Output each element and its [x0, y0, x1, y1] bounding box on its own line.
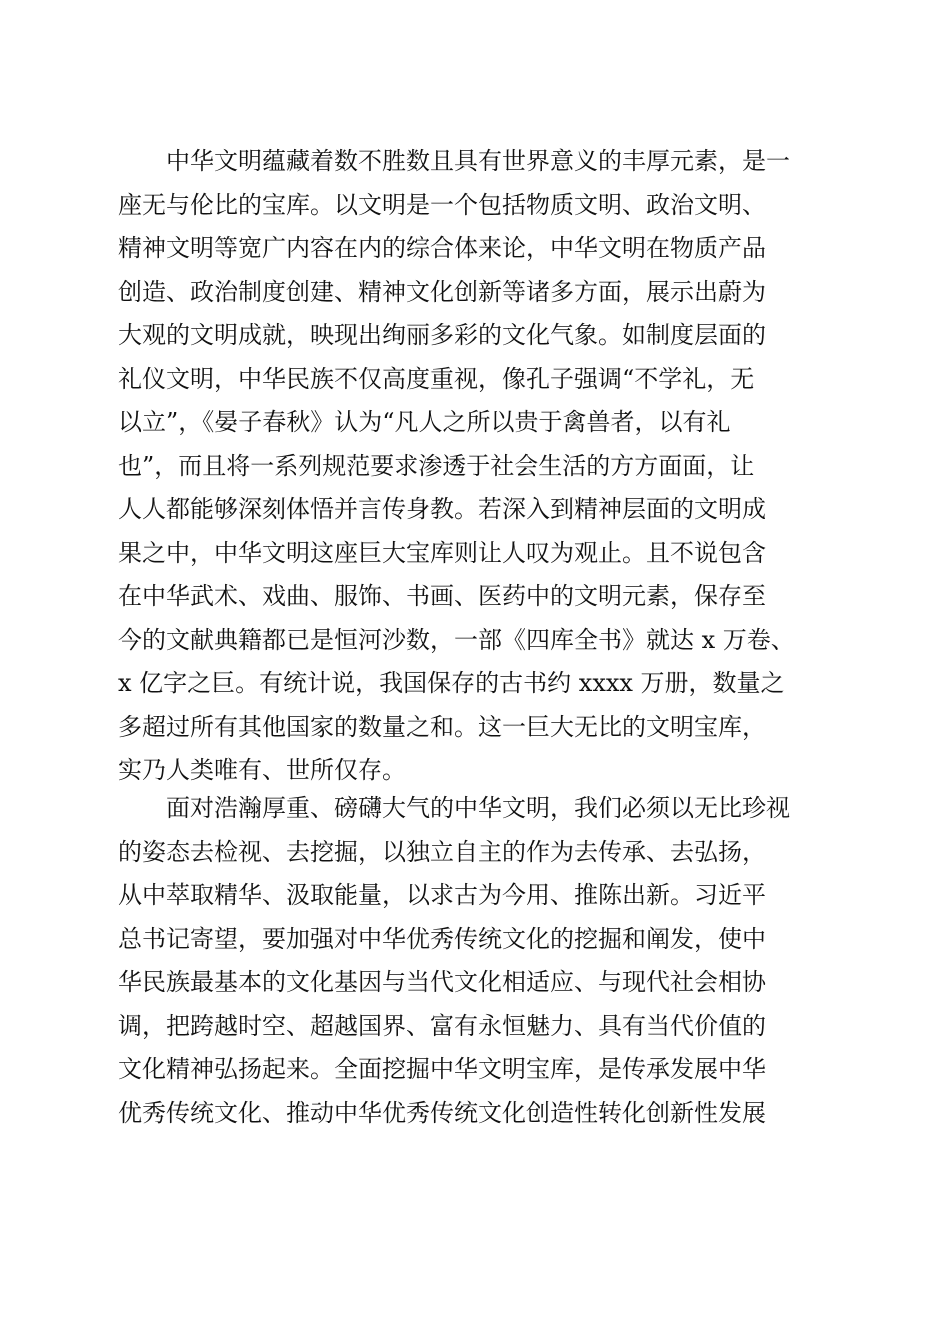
text-line: 创造、政治制度创建、精神文化创新等诸多方面，展示出蔚为 — [118, 277, 766, 306]
text-line: 座无与伦比的宝库。以文明是一个包括物质文明、政治文明、 — [118, 190, 766, 219]
text-line: 从中萃取精华、汲取能量，以求古为今用、推陈出新。习近平 — [118, 881, 766, 909]
text-line: 大观的文明成就，映现出绚丽多彩的文化气象。如制度层面的 — [118, 321, 766, 349]
text-line: 也”，而且将一系列规范要求渗透于社会生活的方方面面，让 — [118, 451, 755, 480]
text-line: 中华文明蕴藏着数不胜数且具有世界意义的丰厚元素，是一 — [118, 147, 790, 175]
text-line: 优秀传统文化、推动中华优秀传统文化创造性转化创新性发展 — [118, 1098, 766, 1127]
text-line: 文化精神弘扬起来。全面挖掘中华文明宝库，是传承发展中华 — [118, 1055, 766, 1083]
text-line: 总书记寄望，要加强对中华优秀传统文化的挖掘和阐发，使中 — [118, 924, 766, 953]
text-line: x 亿字之巨。有统计说，我国保存的古书约 xxxx 万册，数量之 — [118, 669, 785, 697]
text-line: 精神文明等宽广内容在内的综合体来论，中华文明在物质产品 — [118, 234, 766, 262]
text-line: 人人都能够深刻体悟并言传身教。若深入到精神层面的文明成 — [118, 495, 766, 523]
text-line: 的姿态去检视、去挖掘，以独立自主的作为去传承、去弘扬， — [118, 837, 766, 866]
text-line: 以立”，《晏子春秋》认为“凡人之所以贵于禽兽者，以有礼 — [118, 408, 731, 436]
text-line: 礼仪文明，中华民族不仅高度重视，像孔子强调“不学礼，无 — [118, 364, 755, 393]
text-line: 调，把跨越时空、超越国界、富有永恒魅力、具有当代价值的 — [118, 1011, 766, 1040]
text-line: 今的文献典籍都已是恒河沙数，一部《四库全书》就达 x 万卷、 — [118, 625, 795, 654]
text-line: 多超过所有其他国家的数量之和。这一巨大无比的文明宝库， — [118, 712, 766, 741]
body-paragraph-1 — [118, 140, 838, 793]
text-line: 华民族最基本的文化基因与当代文化相适应、与现代社会相协 — [118, 968, 766, 996]
text-line: 果之中，中华文明这座巨大宝库则让人叹为观止。且不说包含 — [118, 538, 766, 567]
text-line: 在中华武术、戏曲、服饰、书画、医药中的文明元素，保存至 — [118, 582, 766, 610]
text-line: 实乃人类唯有、世所仅存。 — [118, 756, 406, 784]
body-paragraph-2 — [118, 787, 838, 1135]
text-line: 面对浩瀚厚重、磅礴大气的中华文明，我们必须以无比珍视 — [118, 794, 790, 822]
